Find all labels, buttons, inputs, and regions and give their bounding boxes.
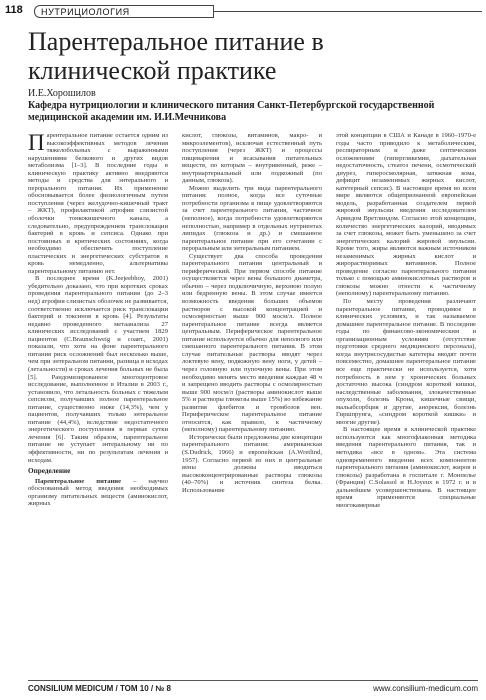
drop-cap: П: [28, 132, 45, 155]
page-footer: [0, 678, 486, 700]
paragraph: Существует два способа проведения парентерального питания центральный и периферический. При первом способе питание осуществляется через вены большого диаметра, обычно – через подключичную, верхнюю полую или бедренную вены. В этом случае имеется возможность введения больших объемов растворов с высокой концентрацией и осмолярностью выше 900 мосм/л. Полное парентеральное питание всегда является центральным. Периферическое парентеральное питание используется обычно для неполного или смешанного парентерального питания. В этом случае питательные растворы вводят через локтевую вену, подкожную вену ноги, у детей – через головную или пупочную вены. При этом необходимо менять место введения каждые 48 ч и запрещено вводить растворы с осмолярностью выше 900 мосм/л (растворы аминокислот выше 5% и растворы глюкозы выше 15%) во избежание развития флебитов и тромбозов вен. Периферическое парентеральное питание относится, как правило, к частичному (неполному) парентеральному питанию.: [182, 252, 322, 434]
paragraph: Можно выделить три вида парентерального питания: полное, когда все суточные потребности организма в пище удовлетворяются за счет парентерального питания, частичное (неполное), когда потребности удовлетворяются неполностью, например в отдельных нутриентах липидах (глюкоза и др.) и смешанное парентеральное питание при его сочетании с пероральным или энтеральным питанием.: [182, 184, 322, 253]
article-author: И.Е.Хорошилов: [28, 88, 96, 99]
paragraph: [28, 478, 168, 508]
header-rule: [214, 11, 482, 12]
paragraph: [28, 132, 168, 275]
footer-rule: [28, 680, 478, 681]
paragraph: Исторически были предложены две концепции парентерального питания: американская (S.Dudrick, 1966) и европейская (A.Wretlind, 1957). Согласно первой из них в центральные вены должны вводиться высококонцентрированные растворы глюкозы (40–70%) и источник синтеза белка. Использование: [182, 433, 322, 494]
article-title: Парентеральное питание в клинической практике: [28, 27, 324, 85]
paragraph: кислот, глюкозы, витаминов, макро- и микроэлементов), исключая естественный путь поступления (через ЖКТ) и процессы пищеварения и всасывания питательных веществ, по которым – внутривенный, реже – внутриартериальный или подкожный (по данным, глюкоза).: [182, 132, 322, 185]
paragraph: В настоящее время в клинической практике используются как многофлаконная методика введения парентерального питания, так и методика «все в одном». Эта система одновременного введения всех компонентов парентерального питания (аминокислот, жиров и глюкозы) разработана в госпитале г. Монпелье (Франция) C.Solassol и H.Joyeux в 1972 г. и в дальнейшем усовершенствована. В настоящее время применяются специальные многокамерные: [336, 426, 476, 509]
column-2: [182, 132, 322, 672]
column-3: [336, 132, 476, 672]
paragraph: По месту проведения различают парентеральное питание, проводимое в клинических условиях, и так называемое домашнее парентеральное питание. В последние годы по финансово-экономическим и организационным условиям (отсутствие подготовки среднего медицинского персонала), когда внутрисосудистые катетеры вводят почти повсеместно, домашнее парентеральное питание все еще практически не используется, хотя потребность в нем у хронических больных достаточно высока (синдром короткой кишки, наследственные заболевания, злокачественные опухоли, болезнь Крона, кишечные свищи, мальабсорбция и другие, анорексия, болезнь Гиршпрунга, «синдром короткой кишки» и многие другие).: [336, 298, 476, 426]
section-heading: Определение: [28, 467, 71, 476]
journal-name: CONSILIUM MEDICUM / ТОМ 10 / № 8: [28, 684, 171, 693]
paragraph: этой концепции в США и Канаде в 1960–1970-е годы часто приводило к метаболическим, респираторным и даже септическим осложнениям (гипергликемии, дыхательная недостаточность, стеатоз печени, осмотический диурез, гиперосмолярная, затяжная кома, дефицит незаменимых жирных кислот, катетерный сепсис). В настоящее время во всем мире являются общепризнанной европейская модель, разработанная создателем первой жировой эмульсии введения исследователем Арвидом Вретлиндом. Согласно этой концепции, количество энергетических калорий, вводимых за счет глюкозы, может быть уменьшено за счет энергетических калорий жировой эмульсии. Кроме того, жиры являются важным источником незаменимых жирных кислот и жирорастворимых витаминов. Полное проведение согласно парентерального питания только с помощью аминокислотных растворов и глюкозы можно отнести к частичному (неполному) парентеральному питанию.: [336, 132, 476, 298]
page-number: 118: [5, 4, 23, 16]
term-bold: Парентеральное питание: [35, 477, 122, 485]
paragraph-text: – научно обоснованный метод введения необходимых организму питательных веществ (аминокислот, жирных: [28, 477, 168, 508]
column-1: [28, 132, 168, 672]
article-affiliation: Кафедра нутрициологии и клинического питания Санкт-Петербургской государственной медицинской академии им. И.И.Мечникова: [28, 100, 435, 123]
page-header: [0, 0, 486, 22]
paragraph: В последнее время (K.Jeejeebhoy, 2001) убедительно доказано, что при коротких сроках проведения парентерального питания (до 2–3 нед) атрофия слизистых оболочек не развивается, соответственно исключается риск транслокации бактерий и токсинов в кровь [4]. Результаты недавно проведенного метаанализа 27 клинических исследований с участием 1829 пациентов (C.Braunschweig и соавт., 2001) показали, что хотя на фоне парентерального питания риск осложнений был несколько выше, чем при энтеральном питании, разница в исходах (летальности) и сроках лечения больных не была [5]. Рандомизированное многоцентровое исследование, выполненное в Италии в 2003 г., установило, что летальность больных с тяжелым сепсисом, получавших полное парентеральное питание, существенно ниже (14,3%), чем у пациентов, получавших только энтеральное питание (44,4%), вследствие недостаточного энергетического поступления в первые сутки лечения [6]. Таким образом, парентеральное питание не уступает энтеральному ни по эффективности, ни по результатам лечения и исходам.: [28, 275, 168, 464]
section-label: НУТРИЦИОЛОГИЯ: [34, 5, 214, 18]
article-body: [28, 132, 478, 672]
paragraph-text: арентеральное питание остается одним из высокоэффективных методов лечения тяжелобольных с выраженными нарушениями белкового и других видов метаболизма [1–3]. В последние годы в клиническую практику активно внедряются методы и средства для энтерального и перорального питания. Их применение обосновывается более физиологичным путем поступления (через желудочно-кишечный тракт – ЖКТ), профилактикой атрофии слизистой оболочки тонкокишечного канала, а следовательно, предупреждением транслокации бактерий в кровь и сепсиса. Однако при постоянных и критических состояниях, когда необходимо обеспечить поступление пластических и энергетических субстратов в кровь немедленно, альтернативы парентеральному питанию нет.: [28, 132, 168, 275]
journal-website-link[interactable]: www.consilium-medicum.com: [373, 684, 478, 693]
